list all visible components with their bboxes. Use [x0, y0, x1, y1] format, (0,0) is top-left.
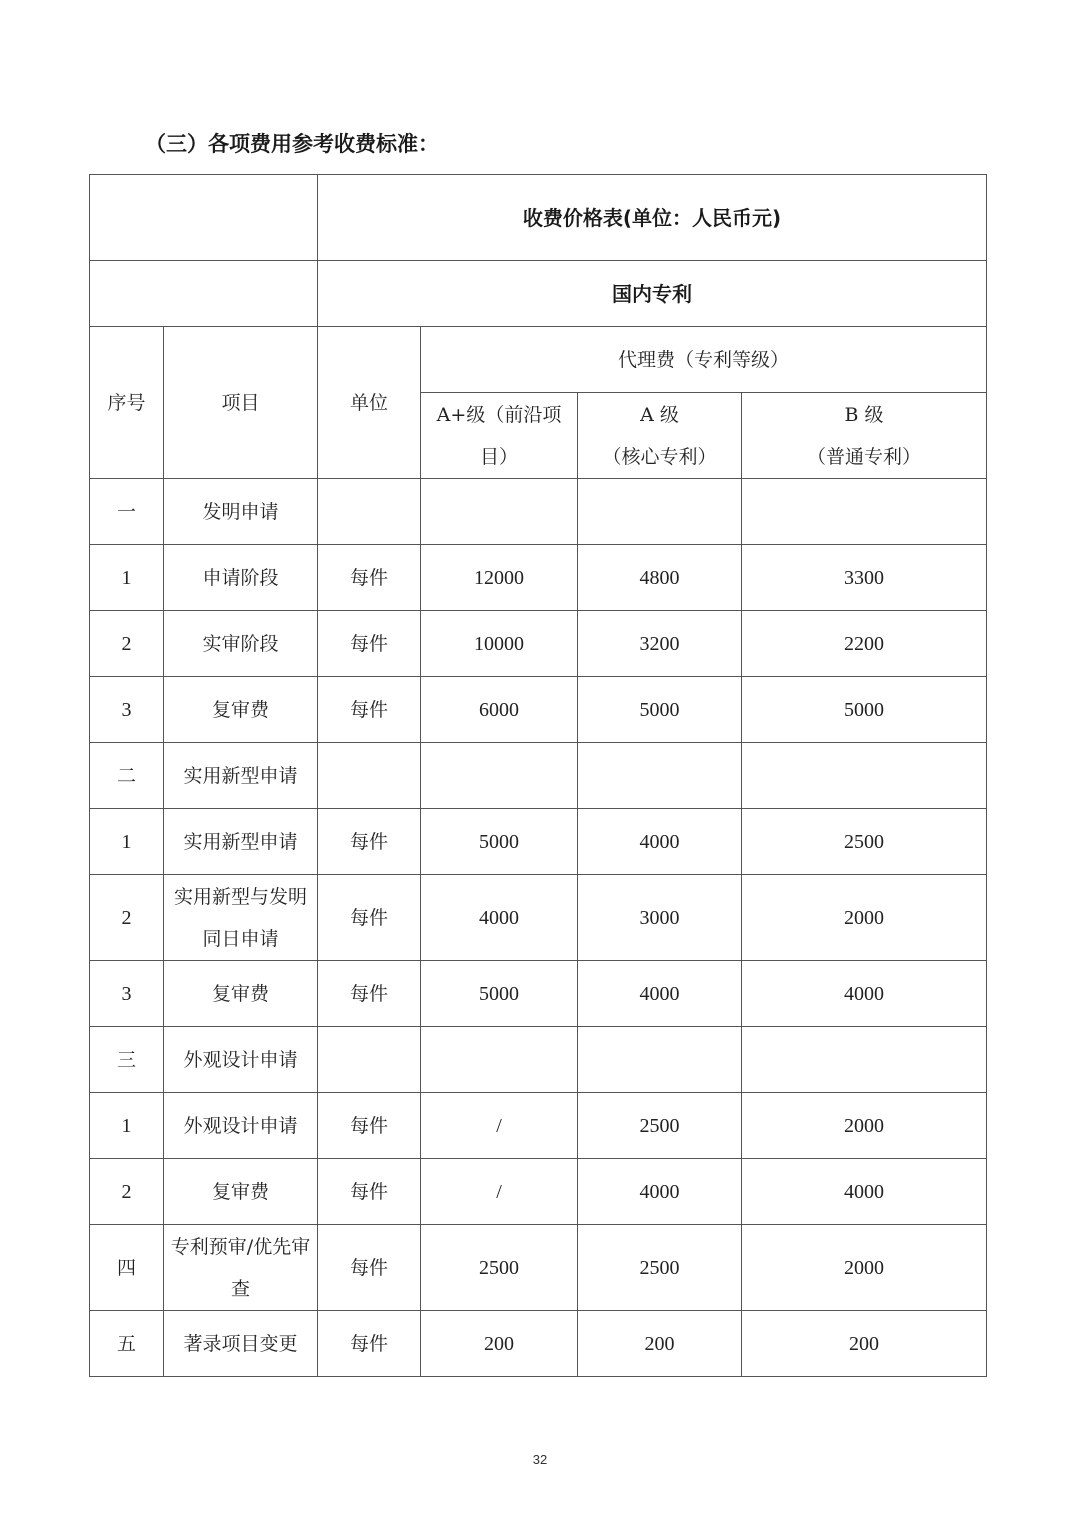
row-fee-b: 2000: [742, 1225, 987, 1311]
row-fee-a-plus: 4000: [421, 875, 578, 961]
header-grade-b-desc: （普通专利）: [807, 445, 922, 468]
row-unit: 每件: [318, 1159, 421, 1225]
row-fee-a-plus: 5000: [421, 961, 578, 1027]
row-item: 实用新型申请: [164, 743, 318, 809]
row-unit: 每件: [318, 677, 421, 743]
row-item: 申请阶段: [164, 545, 318, 611]
blank-header-cell: [90, 261, 318, 327]
row-fee-a: 3200: [578, 611, 742, 677]
row-unit: 每件: [318, 1225, 421, 1311]
row-fee-a: 5000: [578, 677, 742, 743]
header-unit: 单位: [318, 327, 421, 479]
row-item: 发明申请: [164, 479, 318, 545]
row-fee-b: 200: [742, 1311, 987, 1377]
header-grade-b: [742, 393, 987, 479]
row-seq: 四: [90, 1225, 164, 1311]
row-fee-a: 3000: [578, 875, 742, 961]
row-fee-a-plus: 10000: [421, 611, 578, 677]
header-item: 项目: [164, 327, 318, 479]
table-row: [90, 1093, 987, 1159]
table-row: [90, 1225, 987, 1311]
table-row: [90, 1159, 987, 1225]
row-seq: 1: [90, 545, 164, 611]
fee-table: [89, 174, 987, 1377]
row-fee-b: [742, 479, 987, 545]
table-subtitle: 国内专利: [318, 261, 987, 327]
row-fee-b: 2000: [742, 875, 987, 961]
row-seq: 2: [90, 611, 164, 677]
table-row: [90, 1311, 987, 1377]
row-seq: 3: [90, 677, 164, 743]
row-fee-a-plus: [421, 479, 578, 545]
row-seq: 二: [90, 743, 164, 809]
row-fee-a: 4800: [578, 545, 742, 611]
row-seq: 2: [90, 1159, 164, 1225]
row-item: 复审费: [164, 961, 318, 1027]
blank-header-cell: [90, 175, 318, 261]
row-item: 著录项目变更: [164, 1311, 318, 1377]
row-unit: 每件: [318, 809, 421, 875]
row-fee-a: [578, 743, 742, 809]
row-fee-a-plus: 6000: [421, 677, 578, 743]
header-seq: 序号: [90, 327, 164, 479]
row-fee-b: 2200: [742, 611, 987, 677]
table-row: [90, 479, 987, 545]
row-fee-a: 200: [578, 1311, 742, 1377]
row-fee-a: 4000: [578, 961, 742, 1027]
table-row: [90, 961, 987, 1027]
row-seq: 1: [90, 809, 164, 875]
table-row: [90, 743, 987, 809]
row-fee-b: 2500: [742, 809, 987, 875]
row-unit: 每件: [318, 611, 421, 677]
header-grade-a: [578, 393, 742, 479]
row-seq: 1: [90, 1093, 164, 1159]
row-fee-a: [578, 1027, 742, 1093]
row-unit: 每件: [318, 961, 421, 1027]
row-item: 复审费: [164, 1159, 318, 1225]
row-fee-b: 5000: [742, 677, 987, 743]
row-fee-a-plus: 200: [421, 1311, 578, 1377]
row-item: 实用新型与发明同日申请: [164, 875, 318, 961]
header-fee-group: 代理费（专利等级）: [421, 327, 987, 393]
row-fee-a: 2500: [578, 1093, 742, 1159]
row-fee-b: [742, 1027, 987, 1093]
row-fee-a-plus: [421, 1027, 578, 1093]
header-grade-a-label: A 级: [640, 403, 679, 426]
page-number: 32: [532, 1452, 548, 1467]
row-seq: 五: [90, 1311, 164, 1377]
row-fee-a: 2500: [578, 1225, 742, 1311]
row-unit: [318, 479, 421, 545]
row-item: 外观设计申请: [164, 1093, 318, 1159]
row-unit: [318, 1027, 421, 1093]
header-grade-b-label: B 级: [844, 403, 884, 426]
row-fee-a: [578, 479, 742, 545]
row-unit: 每件: [318, 545, 421, 611]
table-row: [90, 677, 987, 743]
row-fee-b: [742, 743, 987, 809]
header-grade-a-desc: （核心专利）: [602, 445, 717, 468]
row-unit: 每件: [318, 1311, 421, 1377]
row-item: 复审费: [164, 677, 318, 743]
row-fee-b: 4000: [742, 961, 987, 1027]
row-fee-a: 4000: [578, 809, 742, 875]
row-seq: 一: [90, 479, 164, 545]
table-row: [90, 611, 987, 677]
row-item: 专利预审/优先审查: [164, 1225, 318, 1311]
row-fee-a-plus: /: [421, 1159, 578, 1225]
header-grade-a-plus: A+级（前沿项目）: [421, 393, 578, 479]
row-fee-a-plus: 2500: [421, 1225, 578, 1311]
row-seq: 3: [90, 961, 164, 1027]
row-unit: 每件: [318, 1093, 421, 1159]
row-fee-a-plus: 5000: [421, 809, 578, 875]
row-unit: [318, 743, 421, 809]
row-seq: 三: [90, 1027, 164, 1093]
table-row: [90, 1027, 987, 1093]
row-fee-b: 2000: [742, 1093, 987, 1159]
table-title: 收费价格表(单位：人民币元): [318, 175, 987, 261]
section-heading: （三）各项费用参考收费标准：: [145, 132, 439, 156]
table-row: [90, 545, 987, 611]
row-fee-a: 4000: [578, 1159, 742, 1225]
row-item: 实审阶段: [164, 611, 318, 677]
row-fee-b: 4000: [742, 1159, 987, 1225]
table-row: [90, 809, 987, 875]
row-unit: 每件: [318, 875, 421, 961]
row-fee-a-plus: 12000: [421, 545, 578, 611]
row-seq: 2: [90, 875, 164, 961]
row-fee-b: 3300: [742, 545, 987, 611]
row-item: 实用新型申请: [164, 809, 318, 875]
row-item: 外观设计申请: [164, 1027, 318, 1093]
row-fee-a-plus: /: [421, 1093, 578, 1159]
row-fee-a-plus: [421, 743, 578, 809]
table-row: [90, 875, 987, 961]
